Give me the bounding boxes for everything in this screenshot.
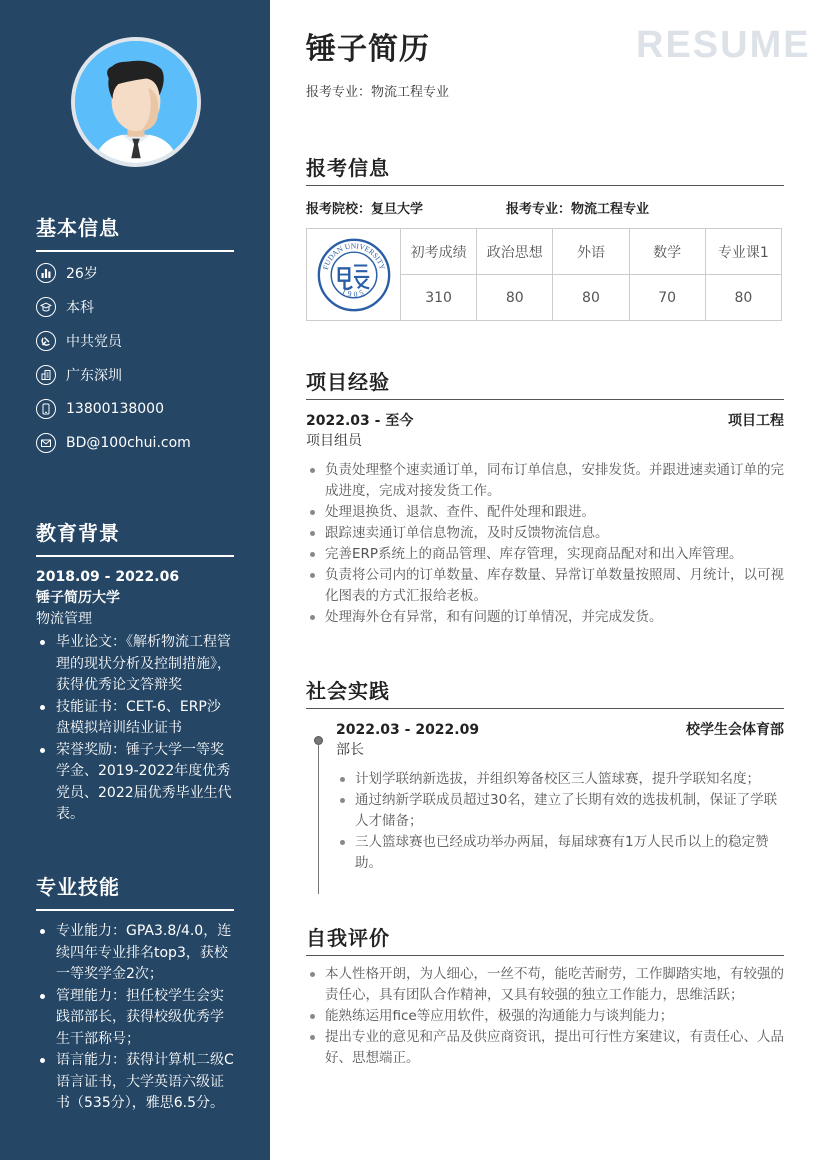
list-item: 提出专业的意见和产品及供应商资讯，提出可行性方案建议，有责任心、人品好、思想端正。: [306, 1027, 784, 1069]
info-degree-text: 本科: [66, 300, 94, 316]
education-bullets: [36, 632, 234, 826]
svg-text:FUDAN UNIVERSITY: FUDAN UNIVERSITY: [320, 240, 387, 271]
info-politics: [36, 324, 234, 358]
timeline-line: [318, 744, 319, 894]
self-eval-title: 自我评价: [306, 922, 784, 956]
list-item: 能熟练运用fice等应用软件，极强的沟通能力与谈判能力；: [306, 1006, 784, 1027]
svg-text:1905: 1905: [339, 286, 368, 299]
project-head: [306, 411, 784, 431]
info-email-text: BD@100chui.com: [66, 435, 191, 451]
project-title: 项目经验: [306, 366, 784, 400]
list-item: 完善ERP系统上的商品管理、库存管理，实现商品配对和出入库管理。: [306, 544, 784, 565]
project-bullets: [306, 460, 784, 628]
score-table: [306, 228, 782, 321]
list-item: 计划学联纳新选拔，并组织筹备校区三人篮球赛，提升学联知名度；: [336, 769, 784, 790]
list-item: 语言能力：获得计算机二级C语言证书，大学英语六级证书（535分），雅思6.5分。: [36, 1050, 234, 1115]
education-school: 锤子简历大学: [36, 590, 120, 606]
basic-info-title: 基本信息: [36, 212, 234, 252]
list-item: 荣誉奖励：锤子大学一等奖学金、2019-2022年度优秀党员、2022届优秀毕业生代表。: [36, 740, 234, 826]
list-item: 专业能力：GPA3.8/4.0，连续四年专业排名top3，获校一等奖学金2次；: [36, 921, 234, 986]
education-date: 2018.09 - 2022.06: [36, 569, 180, 585]
project-section: [306, 366, 784, 628]
skills-section: [36, 871, 234, 1115]
resume-watermark: RESUME: [636, 24, 811, 66]
building-icon: [36, 365, 56, 385]
list-item: 负责处理整个速卖通订单，同布订单信息，安排发货。并跟进速卖通订单的完成进度，完成对接发货工作。: [306, 460, 784, 502]
list-item: 负责将公司内的订单数量、库存数量、异常订单数量按照周、月统计，以可视化图表的方式汇报给老板。: [306, 565, 784, 607]
practice-bullets: [336, 769, 784, 874]
practice-org: 校学生会体育部: [686, 722, 784, 738]
practice-title: 社会实践: [306, 675, 784, 709]
score-header: 数学: [629, 229, 705, 275]
university-logo-cell: [307, 229, 401, 321]
info-age: [36, 256, 234, 290]
practice-date: 2022.03 - 2022.09: [336, 722, 480, 738]
score-header: 政治思想: [477, 229, 553, 275]
bar-chart-icon: [36, 263, 56, 283]
apply-row: [306, 198, 784, 217]
page-title: 锤子简历: [306, 32, 430, 67]
practice-section: [306, 675, 784, 874]
score-value: 70: [629, 275, 705, 321]
practice-role: 部长: [336, 742, 364, 758]
info-phone: [36, 392, 234, 426]
project-date: 2022.03 - 至今: [306, 413, 414, 429]
list-item: 处理海外仓有异常，和有问题的订单情况，并完成发货。: [306, 607, 784, 628]
score-value: 310: [401, 275, 477, 321]
basic-info-list: [36, 256, 234, 460]
info-location: [36, 358, 234, 392]
education-section: [36, 517, 234, 826]
practice-head: [336, 720, 784, 740]
self-eval-bullets: [306, 964, 784, 1069]
education-major: 物流管理: [36, 611, 92, 627]
self-eval-section: [306, 922, 784, 1069]
phone-icon: [36, 399, 56, 419]
list-item: 处理退换货、退款、查件、配件处理和跟进。: [306, 502, 784, 523]
skills-bullets: [36, 921, 234, 1115]
score-value: 80: [477, 275, 553, 321]
list-item: 跟踪速卖通订单信息物流，及时反馈物流信息。: [306, 523, 784, 544]
score-header: 外语: [553, 229, 629, 275]
info-age-text: 26岁: [66, 266, 98, 282]
list-item: 毕业论文：《解析物流工程管理的现状分析及控制措施》，获得优秀论文答辩奖: [36, 632, 234, 697]
graduation-cap-icon: [36, 297, 56, 317]
list-item: 管理能力：担任校学生会实践部部长，获得校级优秀学生干部称号；: [36, 986, 234, 1051]
apply-section: [306, 152, 784, 321]
info-email: [36, 426, 234, 460]
score-header: 初考成绩: [401, 229, 477, 275]
score-value: 80: [705, 275, 781, 321]
apply-school: 报考院校：复旦大学: [306, 202, 424, 217]
practice-timeline: [306, 720, 784, 874]
score-header: 专业课1: [705, 229, 781, 275]
score-value: 80: [553, 275, 629, 321]
project-org: 项目工程: [728, 413, 784, 429]
education-title: 教育背景: [36, 517, 234, 557]
basic-info-section: [36, 212, 234, 460]
sidebar: [0, 0, 270, 1160]
info-politics-text: 中共党员: [66, 334, 122, 350]
table-row: [307, 229, 782, 275]
skills-title: 专业技能: [36, 871, 234, 911]
info-degree: [36, 290, 234, 324]
mail-icon: [36, 433, 56, 453]
info-phone-text: 13800138000: [66, 401, 164, 417]
list-item: 三人篮球赛也已经成功举办两届，每届球赛有1万人民币以上的稳定赞助。: [336, 832, 784, 874]
info-location-text: 广东深圳: [66, 368, 122, 384]
project-role: 项目组员: [306, 433, 362, 449]
avatar-illustration: [75, 41, 197, 163]
party-emblem-icon: [36, 331, 56, 351]
list-item: 本人性格开朗，为人细心，一丝不苟，能吃苦耐劳，工作脚踏实地，有较强的责任心，具有团队合作精神，又具有较强的独立工作能力，思维活跃；: [306, 964, 784, 1006]
header-subtitle: 报考专业：物流工程专业: [306, 85, 450, 100]
apply-major: 报考专业：物流工程专业: [506, 202, 650, 217]
avatar: [71, 37, 201, 167]
list-item: 通过纳新学联成员超过30名，建立了长期有效的选拔机制，保证了学联人才储备；: [336, 790, 784, 832]
list-item: 技能证书：CET-6、ERP沙盘模拟培训结业证书: [36, 697, 234, 740]
apply-title: 报考信息: [306, 152, 784, 186]
university-logo: [316, 237, 392, 313]
